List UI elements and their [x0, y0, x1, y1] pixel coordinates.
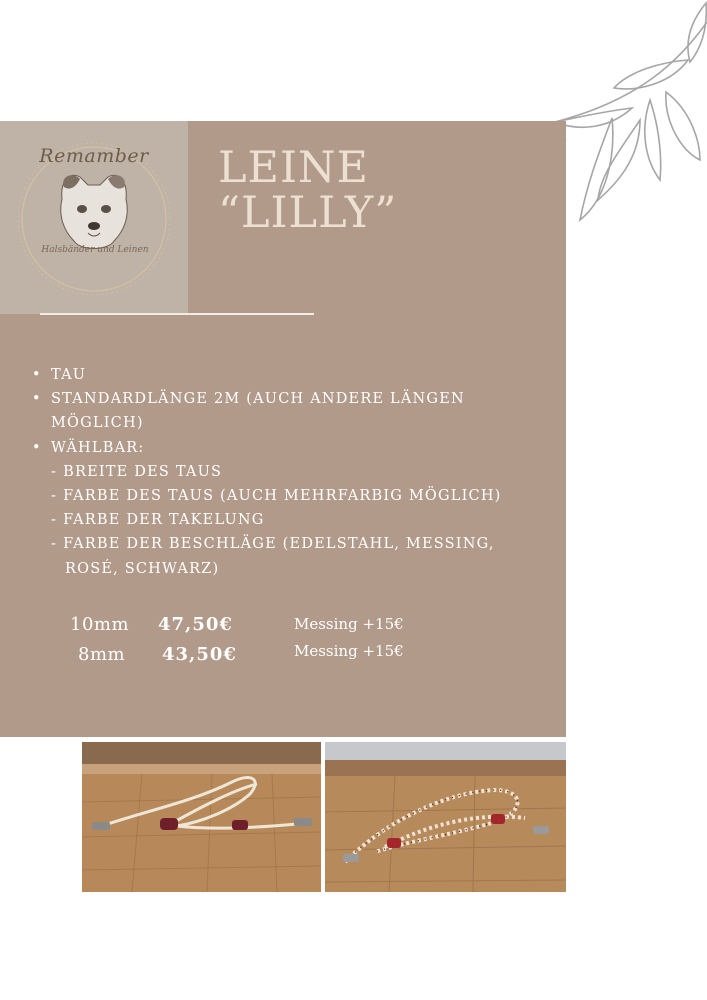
price-size: 10mm — [70, 614, 130, 635]
price-extra: Messing +15€ — [294, 642, 404, 660]
option-dash: - — [51, 488, 58, 505]
option-label-continued: ROSÉ, SCHWARZ) — [65, 560, 220, 577]
logo-subtitle: Halsbänder und Leinen — [41, 245, 149, 255]
feature-item: • STANDARDLÄNGE 2M (AUCH ANDERE LÄNGEN MÖGLICH) — [30, 387, 540, 435]
title-line-2: “LILLY” — [218, 188, 398, 238]
option-dash: - — [51, 463, 58, 480]
price-amount: 47,50€ — [158, 614, 233, 635]
option-label: FARBE DES TAUS (AUCH MEHRFARBIG MÖGLICH) — [63, 488, 502, 505]
option-item — [30, 484, 540, 508]
price-size: 8mm — [78, 644, 126, 665]
feature-item: • TAU — [30, 363, 540, 387]
option-dash: - — [51, 536, 58, 553]
feature-list — [30, 363, 540, 581]
option-item — [30, 532, 540, 580]
product-title — [218, 143, 398, 238]
option-label: FARBE DER BESCHLÄGE (EDELSTAHL, MESSING, — [63, 536, 495, 553]
price-amount: 43,50€ — [162, 644, 237, 665]
price-row-10mm — [0, 614, 566, 640]
feature-item: • WÄHLBAR: — [30, 436, 540, 460]
option-dash: - — [51, 512, 58, 529]
option-item — [30, 460, 540, 484]
price-extra: Messing +15€ — [294, 615, 404, 633]
logo-brand-name: Remamber — [39, 145, 149, 167]
product-photo-cream-leash — [82, 742, 321, 892]
option-item — [30, 508, 540, 532]
price-row-8mm — [0, 644, 566, 670]
option-label: FARBE DER TAKELUNG — [63, 512, 265, 529]
divider-line — [40, 313, 314, 315]
product-photo-speckled-leash — [325, 742, 566, 892]
brand-logo — [0, 121, 188, 314]
title-line-1: LEINE — [218, 143, 369, 193]
option-label: BREITE DES TAUS — [63, 463, 223, 480]
